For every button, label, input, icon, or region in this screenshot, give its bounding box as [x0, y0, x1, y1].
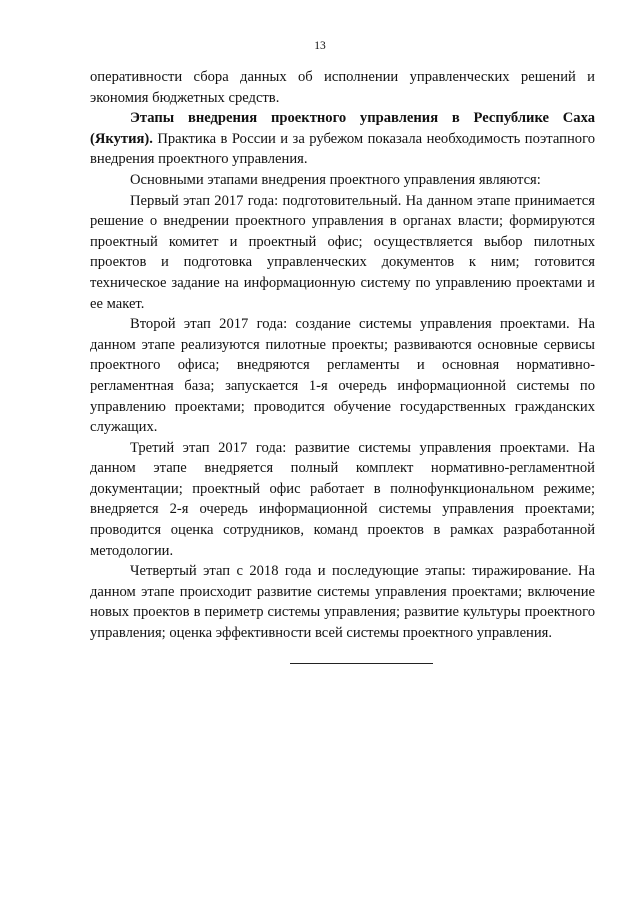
paragraph-stage-1: Первый этап 2017 года: подготовительный. На данном этапе принимается решение о внедрении проектного управления в органах власти; формируются проектный комитет и проектный офис; осуществляется выбор пилотных проектов и подготовка управленческих документов к ним; готовится техническое задание на информационную систему по управлению проектами и ее макет.: [90, 192, 595, 312]
end-divider-line: [290, 663, 433, 664]
body-text: [90, 67, 595, 644]
paragraph-stage-2: Второй этап 2017 года: создание системы управления проектами. На данном этапе реализуются пилотные проекты; развиваются основные сервисы проектного офиса; внедряются регламенты и основная нормативно-регламентная база; запускается 1-я очередь информационной системы по управлению проектами; проводится обучение государственных гражданских служащих.: [90, 316, 595, 436]
paragraph-stage-3: Третий этап 2017 года: развитие системы управления проектами. На данном этапе внедряется полный комплект нормативно-регламентной документации; проектный офис работает в полнофункциональном режиме; внедряется 2-я очередь информационной системы управления проектами; проводится оценка сотрудников, команд проектов в рамках разработанной методологии.: [90, 439, 595, 559]
page-number: 13: [314, 40, 326, 52]
section-heading: Этапы внедрения проектного управления в Республике Саха (Якутия).: [90, 110, 595, 147]
section-intro-text: Практика в России и за рубежом показала необходимость поэтапного внедрения проектного управления.: [90, 130, 595, 168]
paragraph-stages-intro: [90, 108, 595, 170]
paragraph-stages-list-intro: Основными этапами внедрения проектного управления являются:: [130, 171, 541, 188]
paragraph-stage-4: Четвертый этап с 2018 года и последующие этапы: тиражирование. На данном этапе происходит развитие системы управления проектами; включение новых проектов в периметр системы управления; развитие культуры проектного управления; оценка эффективности всей системы проектного управления.: [90, 563, 595, 642]
paragraph-continuation: оперативности сбора данных об исполнении управленческих решений и экономия бюджетных средств.: [90, 69, 595, 106]
